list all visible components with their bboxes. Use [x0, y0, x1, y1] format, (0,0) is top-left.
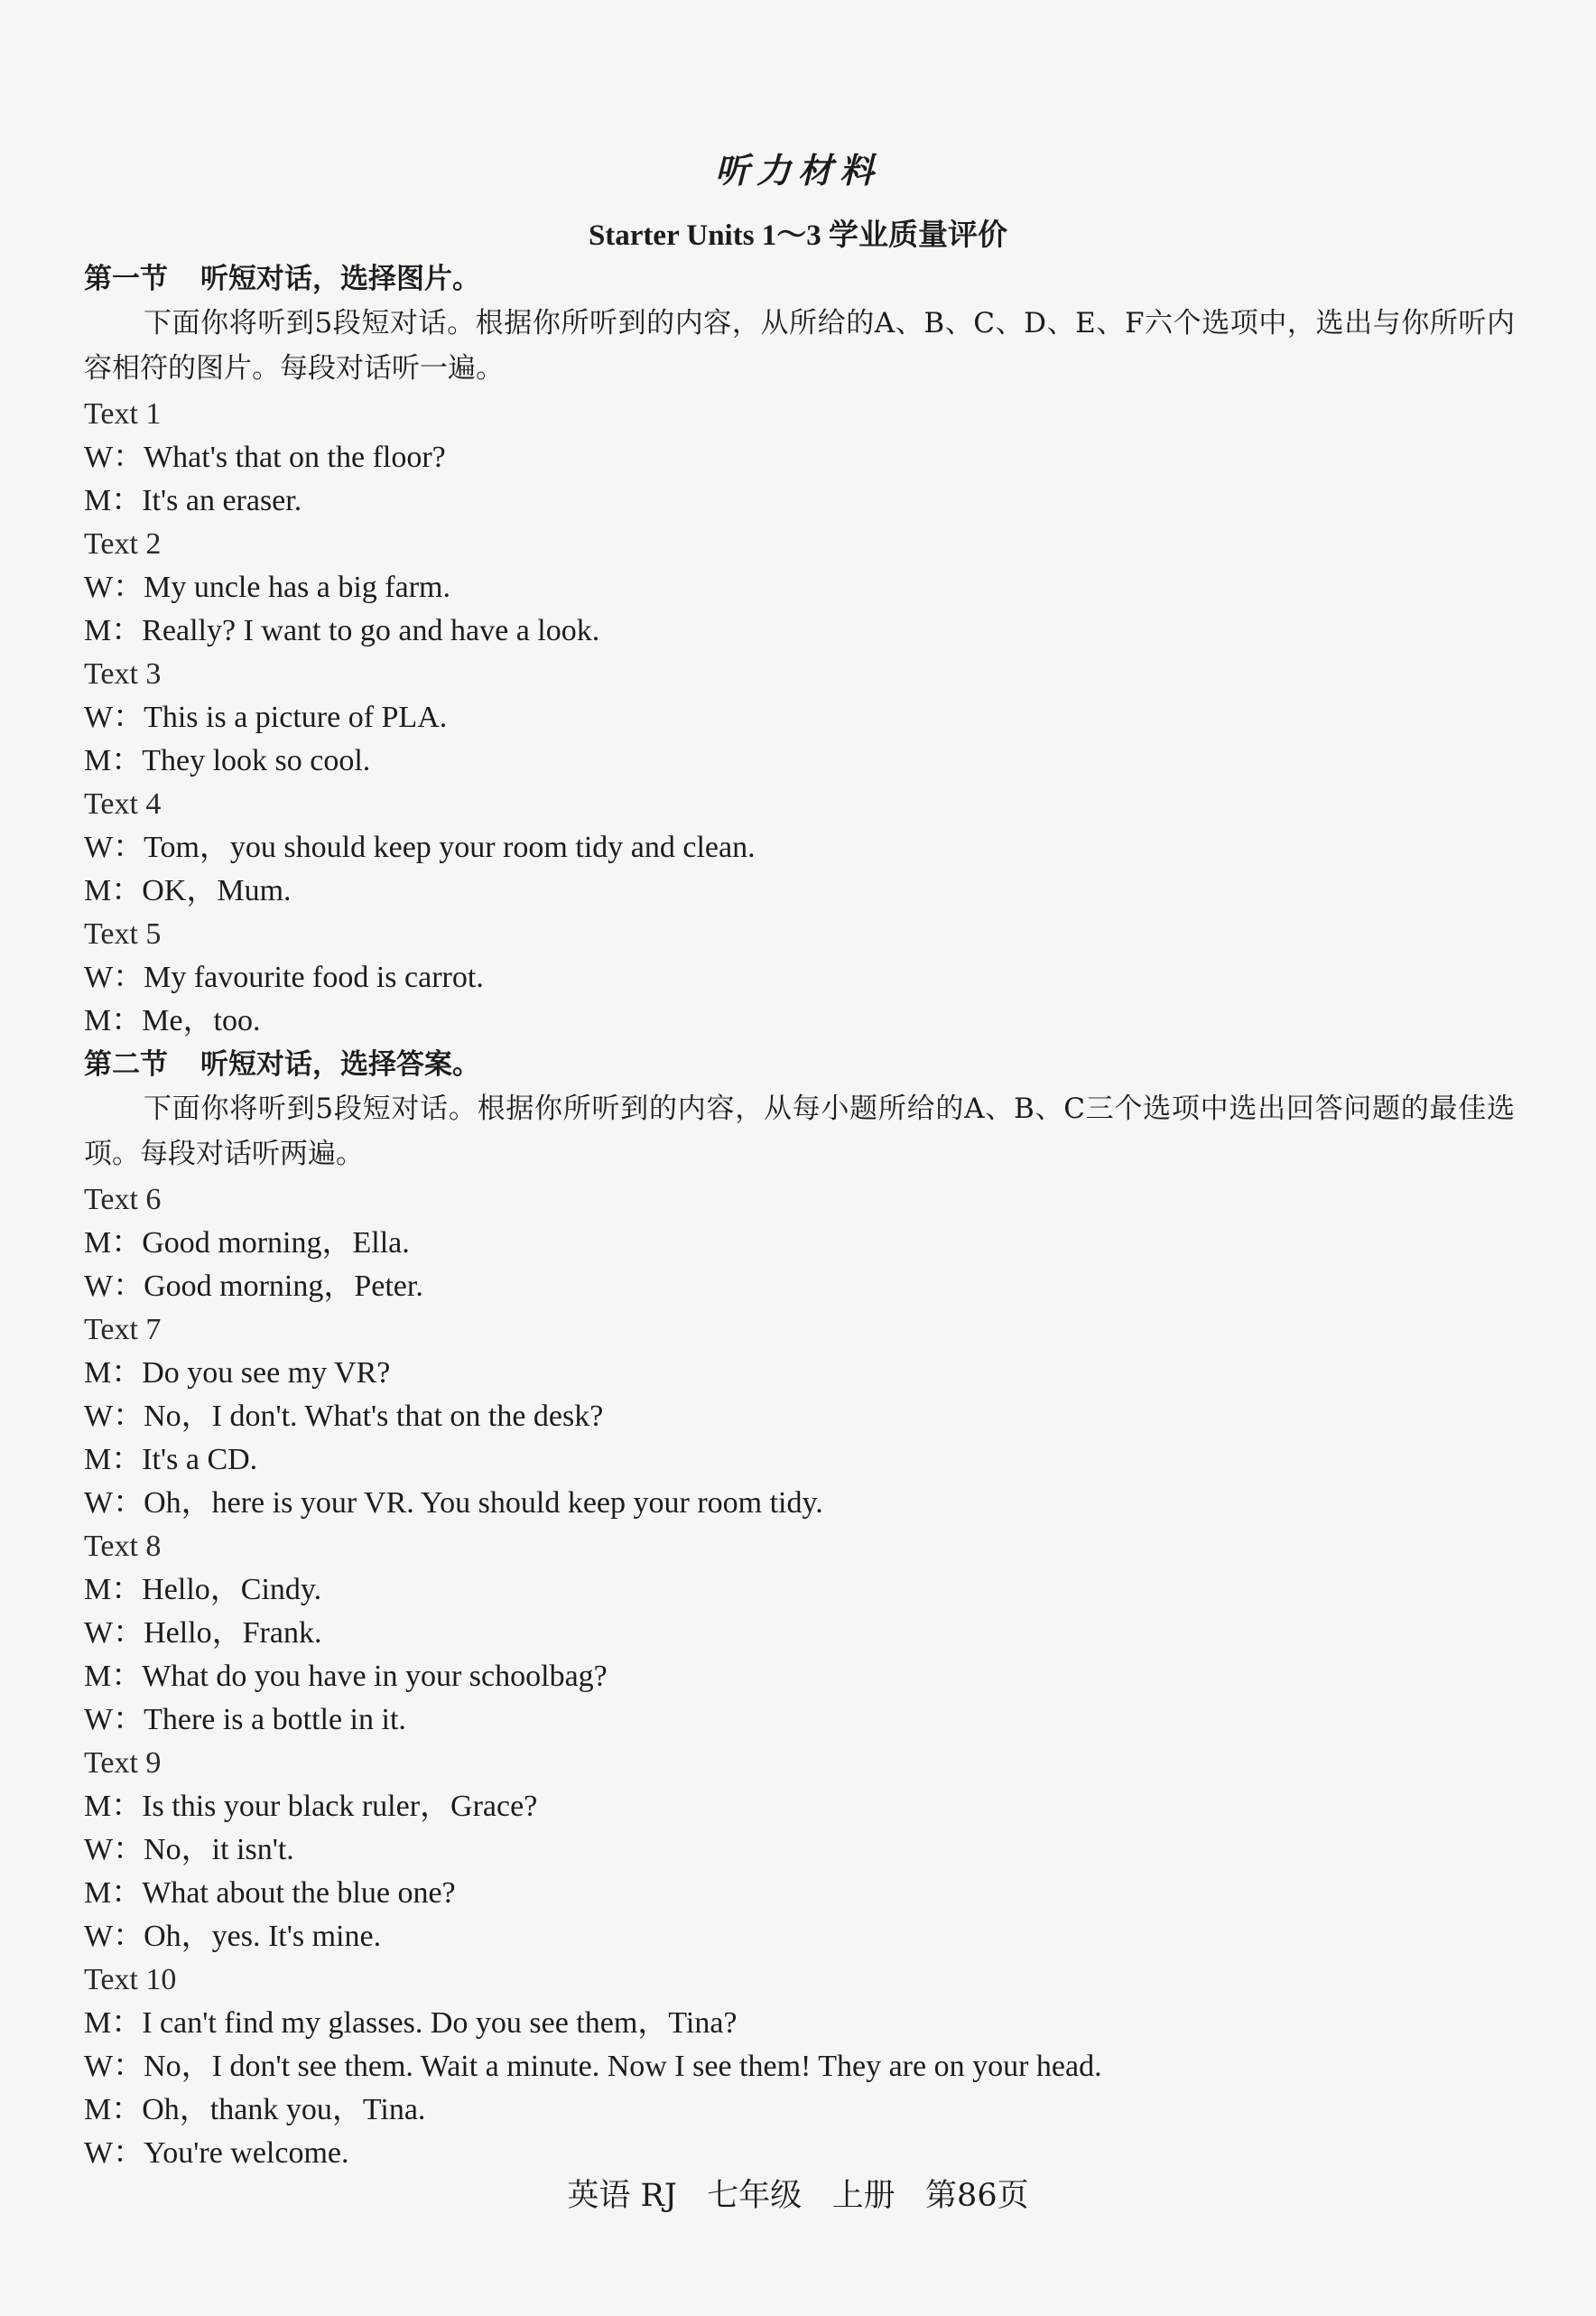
dialogue-line: M：Oh，thank you，Tina. — [84, 2093, 426, 2126]
text-label: Text 8 — [84, 1530, 162, 1563]
section-heading — [84, 257, 1515, 301]
page-subtitle: Starter Units 1～3 学业质量评价 — [588, 219, 1008, 252]
dialogue-line: M：What do you have in your schoolbag? — [84, 1660, 608, 1693]
dialogue-line: W：Tom，you should keep your room tidy and clean. — [84, 831, 756, 864]
text-label: Text 9 — [84, 1746, 162, 1780]
dialogue-line: W：My uncle has a big farm. — [84, 571, 450, 604]
dialogue-line: M：Really? I want to go and have a look. — [84, 614, 600, 647]
page-footer: 英语 RJ 七年级 上册 第86页 — [567, 2178, 1029, 2214]
text-label: Text 6 — [84, 1183, 162, 1216]
text-label: Text 3 — [84, 657, 162, 691]
dialogue-line: W：Oh，here is your VR. You should keep your room tidy. — [84, 1486, 823, 1520]
text-label: Text 4 — [84, 787, 162, 821]
dialogue-line: W：This is a picture of PLA. — [84, 701, 448, 734]
text-label: Text 7 — [84, 1313, 162, 1346]
dialogue-line: W：Oh，yes. It's mine. — [84, 1920, 382, 1953]
dialogue-line: M：Me，too. — [84, 1004, 261, 1037]
section-title: 听短对话，选择图片。 — [200, 263, 480, 295]
section-heading — [84, 1043, 1515, 1086]
dialogue-line: W：My favourite food is carrot. — [84, 961, 484, 994]
text-label: Text 5 — [84, 917, 162, 951]
dialogue-line: M：It's an eraser. — [84, 484, 302, 517]
dialogue-line: W：Good morning，Peter. — [84, 1270, 423, 1303]
dialogue-line: M：Hello，Cindy. — [84, 1573, 322, 1606]
listening-transcript — [84, 257, 1515, 2175]
dialogue-line: M：What about the blue one? — [84, 1876, 456, 1910]
section-title: 听短对话，选择答案。 — [200, 1048, 480, 1081]
dialogue-line: W：No，I don't. What's that on the desk? — [84, 1400, 604, 1433]
dialogue-line: W：No，it isn't. — [84, 1833, 294, 1866]
dialogue-line: M：I can't find my glasses. Do you see them，Tina? — [84, 2006, 738, 2040]
section-number: 第一节 — [84, 263, 168, 295]
dialogue-line: W：Hello，Frank. — [84, 1616, 322, 1650]
dialogue-line: M：Is this your black ruler，Grace? — [84, 1790, 538, 1823]
dialogue-line: W：You're welcome. — [84, 2136, 349, 2170]
dialogue-line: M：It's a CD. — [84, 1443, 258, 1476]
page-title: 听力材料 — [714, 150, 881, 191]
dialogue-line: W：No，I don't see them. Wait a minute. Now I see them! They are on your head. — [84, 2050, 1102, 2083]
section-instructions: 下面你将听到5段短对话。根据你所听到的内容，从所给的A、B、C、D、E、F六个选项中，选出与你所听内容相符的图片。每段对话听一遍。 — [84, 307, 1515, 385]
dialogue-line: M：Do you see my VR? — [84, 1356, 391, 1390]
text-label: Text 1 — [84, 397, 162, 431]
dialogue-line: M：OK，Mum. — [84, 874, 292, 907]
dialogue-line: M：Good morning，Ella. — [84, 1226, 410, 1260]
text-label: Text 10 — [84, 1963, 177, 1996]
dialogue-line: M：They look so cool. — [84, 744, 371, 777]
dialogue-line: W：What's that on the floor? — [84, 441, 446, 474]
section-number: 第二节 — [84, 1048, 168, 1081]
text-label: Text 2 — [84, 527, 162, 561]
section-instructions: 下面你将听到5段短对话。根据你所听到的内容，从每小题所给的A、B、C三个选项中选出回答问题的最佳选项。每段对话听两遍。 — [84, 1093, 1515, 1170]
dialogue-line: W：There is a bottle in it. — [84, 1703, 406, 1736]
